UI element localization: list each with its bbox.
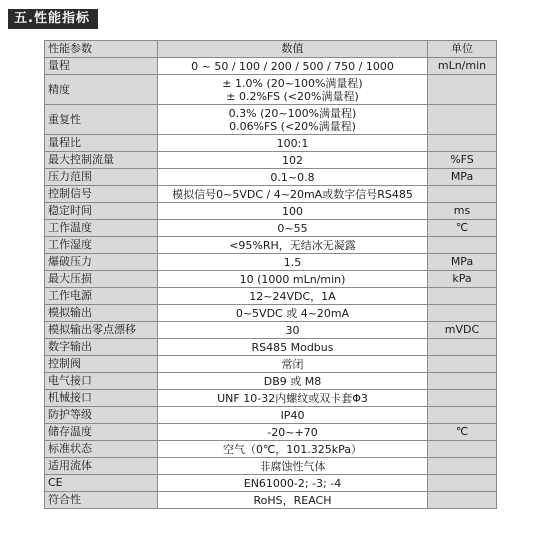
unit-cell (428, 75, 497, 105)
value-line: 12~24VDC，1A (249, 289, 336, 303)
value-cell (158, 135, 428, 152)
value-cell (158, 441, 428, 458)
table-row (45, 254, 497, 271)
param-cell: 标准状态 (45, 441, 158, 458)
value-line: 30 (285, 323, 300, 337)
unit-cell (428, 390, 497, 407)
value-line: 102 (282, 153, 303, 167)
param-cell: 电气接口 (45, 373, 158, 390)
value-line: ± 0.2%FS (<20%满量程) (226, 89, 359, 103)
table-row (45, 186, 497, 203)
value-cell (158, 339, 428, 356)
unit-cell (428, 407, 497, 424)
param-cell: 量程 (45, 58, 158, 75)
value-cell (158, 373, 428, 390)
param-cell: 压力范围 (45, 169, 158, 186)
value-cell (158, 390, 428, 407)
value-line: 0.3% (20~100%满量程) (228, 106, 357, 120)
value-line: 0 ~ 50 / 100 / 200 / 500 / 750 / 1000 (191, 59, 394, 73)
unit-cell (428, 373, 497, 390)
value-cell (158, 152, 428, 169)
value-line: RoHS，REACH (253, 493, 332, 507)
unit-cell (428, 288, 497, 305)
value-cell (158, 271, 428, 288)
table-row (45, 203, 497, 220)
value-line: DB9 或 M8 (263, 374, 322, 388)
table-row (45, 373, 497, 390)
value-line: RS485 Modbus (251, 340, 334, 354)
value-cell (158, 75, 428, 105)
table-row (45, 220, 497, 237)
value-line: ± 1.0% (20~100%满量程) (222, 76, 363, 90)
value-line: 0~5VDC 或 4~20mA (235, 306, 350, 320)
param-cell: 防护等级 (45, 407, 158, 424)
param-cell: 精度 (45, 75, 158, 105)
value-cell (158, 475, 428, 492)
value-cell (158, 220, 428, 237)
header-param: 性能参数 (45, 41, 158, 58)
unit-cell (428, 356, 497, 373)
value-cell (158, 458, 428, 475)
value-cell (158, 305, 428, 322)
value-cell (158, 492, 428, 509)
value-line: 10 (1000 mLn/min) (239, 272, 346, 286)
value-cell (158, 237, 428, 254)
value-cell (158, 407, 428, 424)
value-line: 0~55 (277, 221, 308, 235)
table-row (45, 492, 497, 509)
table-row (45, 305, 497, 322)
param-cell: 模拟输出 (45, 305, 158, 322)
table-row (45, 169, 497, 186)
value-cell (158, 356, 428, 373)
unit-cell (428, 105, 497, 135)
unit-cell: ms (428, 203, 497, 220)
unit-cell: kPa (428, 271, 497, 288)
table-row (45, 237, 497, 254)
param-cell: 工作湿度 (45, 237, 158, 254)
table-row (45, 407, 497, 424)
table-row (45, 322, 497, 339)
spec-table-body (45, 58, 497, 509)
unit-cell: ℃ (428, 220, 497, 237)
unit-cell (428, 492, 497, 509)
value-line: <95%RH，无结冰无凝露 (229, 238, 356, 252)
unit-cell (428, 186, 497, 203)
value-line: 0.1~0.8 (270, 170, 315, 184)
param-cell: 储存温度 (45, 424, 158, 441)
unit-cell: ℃ (428, 424, 497, 441)
unit-cell (428, 305, 497, 322)
table-row (45, 458, 497, 475)
param-cell: 稳定时间 (45, 203, 158, 220)
unit-cell (428, 339, 497, 356)
table-row (45, 105, 497, 135)
unit-cell: MPa (428, 254, 497, 271)
table-row (45, 390, 497, 407)
table-row (45, 339, 497, 356)
value-cell (158, 424, 428, 441)
header-value: 数值 (158, 41, 428, 58)
section-title: 五.性能指标 (8, 9, 98, 29)
param-cell: 模拟输出零点漂移 (45, 322, 158, 339)
value-line: 模拟信号0~5VDC / 4~20mA或数字信号RS485 (172, 187, 413, 201)
param-cell: 符合性 (45, 492, 158, 509)
param-cell: 机械接口 (45, 390, 158, 407)
table-row (45, 356, 497, 373)
table-row (45, 424, 497, 441)
value-cell (158, 254, 428, 271)
param-cell: 数字输出 (45, 339, 158, 356)
unit-cell (428, 135, 497, 152)
value-line: 100:1 (276, 136, 309, 150)
param-cell: 控制阀 (45, 356, 158, 373)
value-line: 非腐蚀性气体 (259, 459, 326, 473)
param-cell: 工作温度 (45, 220, 158, 237)
value-cell (158, 169, 428, 186)
table-row (45, 475, 497, 492)
value-line: 1.5 (283, 255, 302, 269)
table-row (45, 271, 497, 288)
unit-cell (428, 475, 497, 492)
unit-cell (428, 458, 497, 475)
table-row (45, 75, 497, 105)
value-cell (158, 186, 428, 203)
value-cell (158, 58, 428, 75)
header-unit: 单位 (428, 41, 497, 58)
value-line: 空气（0℃，101.325kPa） (222, 442, 363, 456)
param-cell: 控制信号 (45, 186, 158, 203)
param-cell: 最大控制流量 (45, 152, 158, 169)
value-cell (158, 203, 428, 220)
unit-cell (428, 441, 497, 458)
section-header (8, 7, 98, 29)
value-line: IP40 (280, 408, 305, 422)
table-row (45, 152, 497, 169)
value-line: 0.06%FS (<20%满量程) (229, 119, 356, 133)
value-cell (158, 288, 428, 305)
value-line: -20~+70 (267, 425, 318, 439)
value-line: 100 (282, 204, 303, 218)
param-cell: CE (45, 475, 158, 492)
unit-cell (428, 237, 497, 254)
unit-cell: mVDC (428, 322, 497, 339)
table-row (45, 135, 497, 152)
value-line: UNF 10-32内螺纹或双卡套Φ3 (217, 391, 368, 405)
param-cell: 爆破压力 (45, 254, 158, 271)
value-line: EN61000-2; -3; -4 (243, 476, 342, 490)
param-cell: 工作电源 (45, 288, 158, 305)
value-cell (158, 322, 428, 339)
param-cell: 最大压损 (45, 271, 158, 288)
value-line: 常闭 (281, 357, 304, 371)
unit-cell: %FS (428, 152, 497, 169)
table-header-row (45, 41, 497, 58)
table-row (45, 441, 497, 458)
param-cell: 重复性 (45, 105, 158, 135)
unit-cell: MPa (428, 169, 497, 186)
table-row (45, 288, 497, 305)
param-cell: 量程比 (45, 135, 158, 152)
value-cell (158, 105, 428, 135)
spec-table (44, 40, 497, 509)
param-cell: 适用流体 (45, 458, 158, 475)
table-row (45, 58, 497, 75)
unit-cell: mLn/min (428, 58, 497, 75)
